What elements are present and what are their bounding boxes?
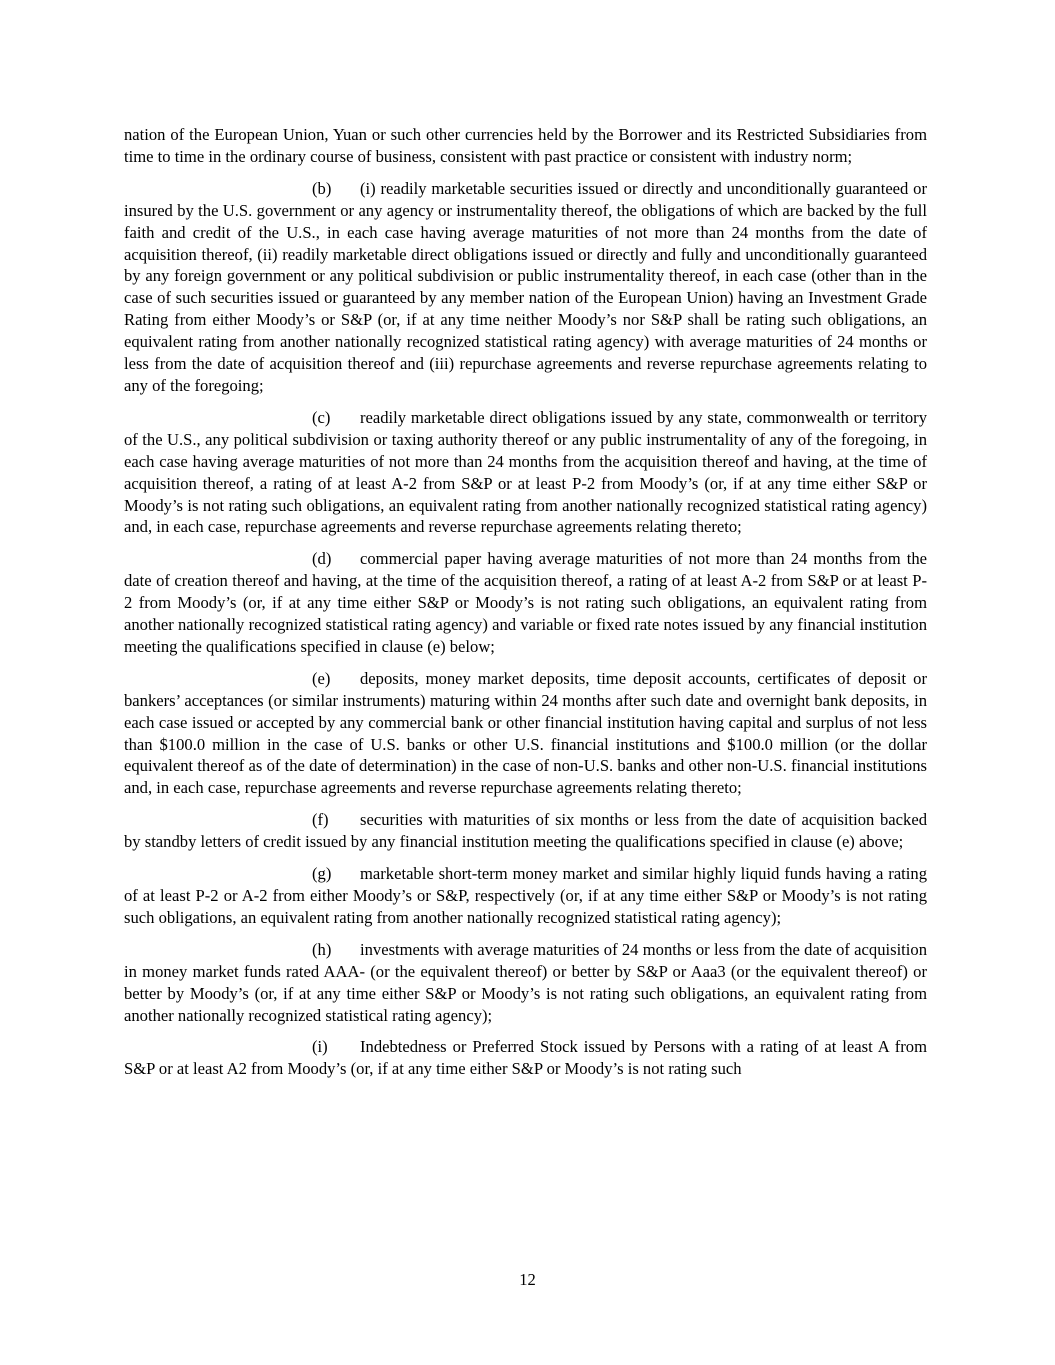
clause-g bbox=[124, 863, 927, 929]
clause-text: (i) readily marketable securities issued or directly and unconditionally guaranteed or insured by the U.S. government or any agency or instrumentality thereof, the obligations of which are backed by the full faith and credit of the U.S., in each case having average maturities of not more than 24 months from the date of acquisition thereof, (ii) readily marketable direct obligations issued or directly and fully and unconditionally guaranteed by any foreign government or any political subdivision or public instrumentality thereof, in each case (other than in the case of such securities issued or guaranteed by any member nation of the European Union) having an Investment Grade Rating from either Moody’s or S&P (or, if at any time neither Moody’s nor S&P shall be rating such obligations, an equivalent rating from another nationally recognized statistical rating agency) with average maturities of 24 months or less from the date of acquisition thereof and (iii) repurchase agreements and reverse repurchase agreements relating to any of the foregoing; bbox=[124, 178, 927, 395]
clause-text: investments with average maturities of 24 months or less from the date of acquisition in money market funds rated AAA- (or the equivalent thereof) or better by S&P or Aaa3 (or the equivalent thereof) or better by Moody’s (or, if at any time either S&P or Moody’s is not rating such obligations, an equivalent rating from another nationally recognized statistical rating agency); bbox=[124, 939, 927, 1025]
document-page bbox=[124, 124, 927, 1090]
clause-label: (e) bbox=[312, 668, 331, 688]
clause-text: readily marketable direct obligations issued by any state, commonwealth or territory of the U.S., any political subdivision or taxing authority thereof or any public instrumentality of any of the foregoing, in each case having average maturities of not more than 24 months from the acquisition thereof and having, at the time of acquisition thereof, a rating of at least A-2 from S&P or at least P-2 from Moody’s (or, if at any time either S&P or Moody’s is not rating such obligations, an equivalent rating from another nationally recognized statistical rating agency) and, in each case, repurchase agreements and reverse repurchase agreements relating thereto; bbox=[124, 407, 927, 537]
clause-e bbox=[124, 668, 927, 799]
clause-d bbox=[124, 548, 927, 658]
clause-text: marketable short-term money market and similar highly liquid funds having a rating of at least P-2 or A-2 from either Moody’s or S&P, respectively (or, if at any time either S&P or Moody’s is not rating such obligations, an equivalent rating from another nationally recognized statistical rating agency); bbox=[124, 864, 927, 927]
clause-text: deposits, money market deposits, time deposit accounts, certificates of deposit or bankers’ acceptances (or similar instruments) maturing within 24 months after such date and overnight bank deposits, in each case issued or accepted by any commercial bank or other financial institution having capital and surplus of not less than $100.0 million in the case of U.S. banks or other U.S. financial institutions and $100.0 million (or the dollar equivalent thereof as of the date of determination) in the case of non-U.S. banks and other non-U.S. financial institutions and, in each case, repurchase agreements and reverse repurchase agreements relating thereto; bbox=[124, 668, 927, 798]
clause-label: (d) bbox=[312, 549, 332, 569]
clause-b bbox=[124, 178, 927, 397]
clause-text: commercial paper having average maturities of not more than 24 months from the date of creation thereof and having, at the time of the acquisition thereof, a rating of at least A-2 from S&P or at least P-2 from Moody’s (or, if at any time either S&P or Moody’s is not rating such obligations, an equivalent rating from another nationally recognized statistical rating agency) and variable or fixed rate notes issued by any financial institution meeting the qualifications specified in clause (e) below; bbox=[124, 549, 927, 656]
clause-c bbox=[124, 407, 927, 538]
clause-label: (g) bbox=[312, 864, 332, 884]
clause-label: (h) bbox=[312, 939, 332, 959]
intro-paragraph: nation of the European Union, Yuan or such other currencies held by the Borrower and its Restricted Subsidiaries from time to time in the ordinary course of business, consistent with past practice or consistent with industry norm; bbox=[124, 125, 927, 166]
clause-h bbox=[124, 939, 927, 1027]
page-number: 12 bbox=[519, 1270, 536, 1289]
clause-i bbox=[124, 1036, 927, 1080]
clause-label: (i) bbox=[312, 1037, 328, 1057]
clause-label: (c) bbox=[312, 407, 331, 427]
clause-label: (f) bbox=[312, 810, 329, 830]
clause-label: (b) bbox=[312, 178, 332, 198]
clause-f bbox=[124, 809, 927, 853]
clause-text: securities with maturities of six months or less from the date of acquisition backed by standby letters of credit issued by any financial institution meeting the qualifications specified in clause (e) above; bbox=[124, 810, 927, 852]
clause-text: Indebtedness or Preferred Stock issued by Persons with a rating of at least A from S&P or at least A2 from Moody’s (or, if at any time either S&P or Moody’s is not rating such bbox=[124, 1037, 927, 1079]
